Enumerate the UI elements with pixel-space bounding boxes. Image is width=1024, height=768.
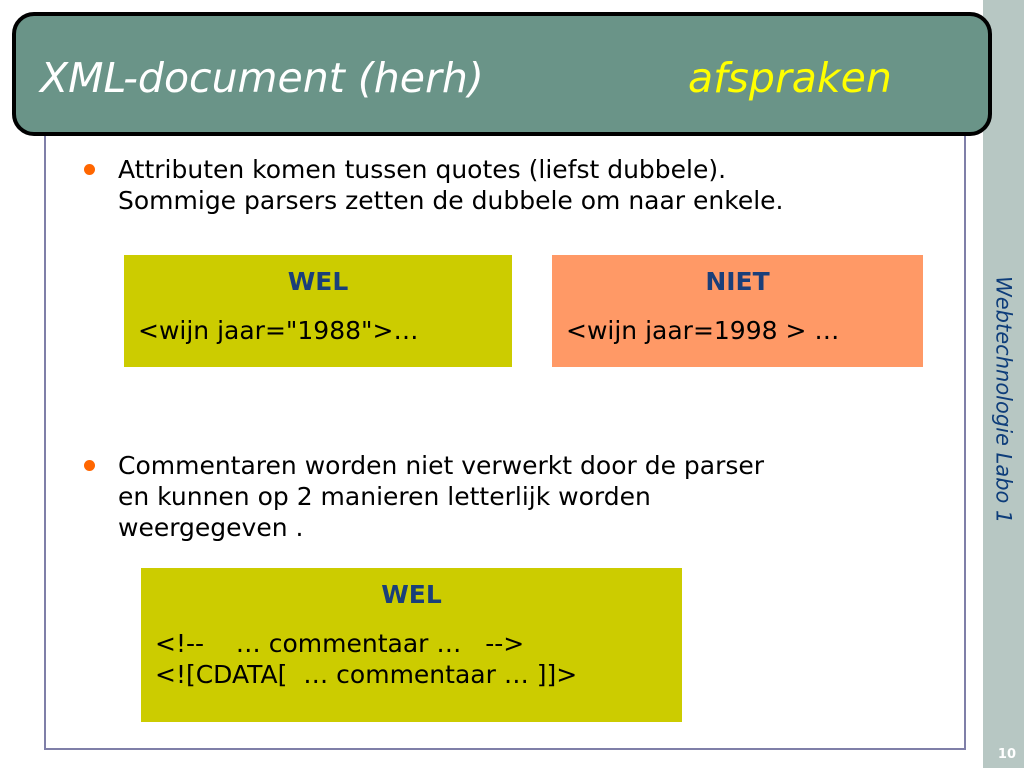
bullet-dot-icon xyxy=(84,164,95,175)
example-code: <wijn jaar="1988">… xyxy=(138,316,419,345)
example-header: WEL xyxy=(287,267,349,296)
slide-title: XML-document (herh) xyxy=(40,54,484,102)
bullet-line: Sommige parsers zetten de dubbele om naar enkele. xyxy=(118,186,784,215)
bullet-line: weergegeven . xyxy=(118,513,304,542)
title-bar xyxy=(12,12,992,136)
example-code: <![CDATA[ … commentaar … ]]> xyxy=(155,660,578,689)
sidebar-caption-text: Webtechnologie Labo 1 xyxy=(991,276,1016,524)
slide-title-accent: afspraken xyxy=(688,54,892,102)
bullet-dot-icon xyxy=(84,460,95,471)
example-header: WEL xyxy=(381,580,442,609)
bullet-line: Commentaren worden niet verwerkt door de parser xyxy=(118,451,765,480)
bullet-line: en kunnen op 2 manieren letterlijk worden xyxy=(118,482,651,511)
example-box-comment-wel xyxy=(141,568,682,722)
sidebar-caption xyxy=(983,240,1024,560)
page-number: 10 xyxy=(997,747,1016,762)
example-box-attr-niet xyxy=(552,255,923,367)
example-code: <!-- … commentaar … --> xyxy=(155,629,525,658)
example-box-attr-wel xyxy=(124,255,512,367)
bullet-line: Attributen komen tussen quotes (liefst dubbele). xyxy=(118,155,727,184)
example-header: NIET xyxy=(705,267,770,296)
example-code: <wijn jaar=1998 > … xyxy=(566,316,840,345)
